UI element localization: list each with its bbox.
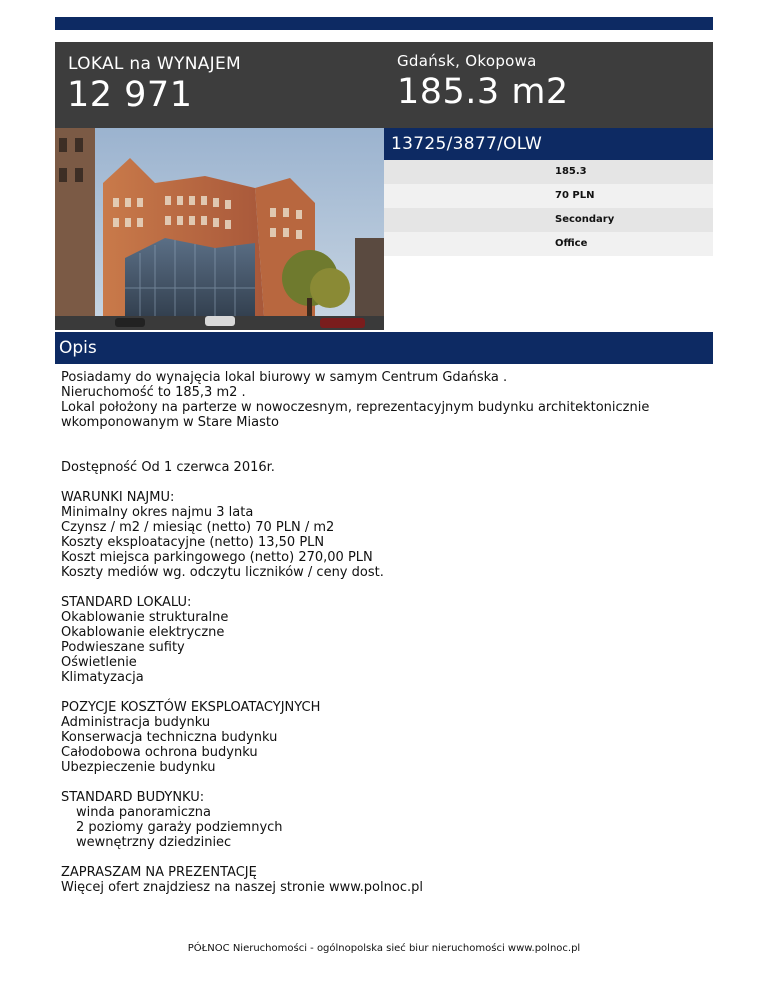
desc-line: Ubezpieczenie budynku — [61, 760, 216, 775]
desc-line: Oświetlenie — [61, 655, 137, 670]
page-footer: PÓŁNOC Nieruchomości - ogólnopolska sieć biur nieruchomości www.polnoc.pl — [187, 943, 581, 954]
desc-line: Więcej ofert znajdziesz na naszej stronie www.polnoc.pl — [61, 880, 423, 895]
listing-header — [55, 42, 713, 128]
property-value: 185.3 — [555, 166, 587, 177]
description — [61, 370, 701, 895]
property-row-market — [384, 208, 713, 232]
property-value: Secondary — [555, 214, 615, 225]
desc-line: WARUNKI NAJMU: — [61, 490, 175, 505]
desc-line: Nieruchomość to 185,3 m2 . — [61, 385, 246, 400]
property-row-type — [384, 232, 713, 256]
listing-id-bar — [384, 128, 713, 160]
desc-line: Posiadamy do wynajęcia lokal biurowy w samym Centrum Gdańska . — [61, 370, 508, 385]
listing-type: LOKAL na WYNAJEM — [68, 54, 241, 74]
listing-location: Gdańsk, Okopowa — [397, 52, 537, 70]
desc-line: Administracja budynku — [61, 715, 211, 730]
listing-price: 12 971 — [67, 75, 193, 115]
property-row-price — [384, 184, 713, 208]
desc-line: Konserwacja techniczna budynku — [61, 730, 278, 745]
desc-line: Całodobowa ochrona budynku — [61, 745, 258, 760]
desc-line: wkomponowanym w Stare Miasto — [61, 415, 279, 430]
desc-line: Koszt miejsca parkingowego (netto) 270,00 PLN — [61, 550, 373, 565]
property-row-area — [384, 160, 713, 184]
desc-line: winda panoramiczna — [76, 805, 212, 820]
desc-line: Klimatyzacja — [61, 670, 144, 685]
property-value: 70 PLN — [555, 190, 595, 201]
desc-line: STANDARD BUDYNKU: — [61, 790, 205, 805]
desc-line: POZYCJE KOSZTÓW EKSPLOATACYJNYCH — [61, 700, 321, 715]
desc-line: Okablowanie elektryczne — [61, 625, 225, 640]
desc-line: Koszty mediów wg. odczytu liczników / ceny dost. — [61, 565, 384, 580]
desc-line: Okablowanie strukturalne — [61, 610, 229, 625]
desc-line: Koszty eksploatacyjne (netto) 13,50 PLN — [61, 535, 325, 550]
desc-line: Podwieszane sufity — [61, 640, 185, 655]
desc-line: STANDARD LOKALU: — [61, 595, 192, 610]
desc-line: Czynsz / m2 / miesiąc (netto) 70 PLN / m2 — [61, 520, 335, 535]
desc-line: 2 poziomy garaży podziemnych — [76, 820, 283, 835]
section-header-opis — [55, 332, 713, 364]
desc-line: Lokal położony na parterze w nowoczesnym, reprezentacyjnym budynku architektonicznie — [61, 400, 650, 415]
availability: Dostępność Od 1 czerwca 2016r. — [61, 460, 275, 475]
top-accent-bar — [55, 17, 713, 30]
section-title: Opis — [59, 338, 97, 358]
desc-line: ZAPRASZAM NA PREZENTACJĘ — [61, 865, 257, 880]
desc-line: Minimalny okres najmu 3 lata — [61, 505, 254, 520]
property-value: Office — [555, 238, 588, 249]
listing-area: 185.3 m2 — [397, 72, 569, 112]
desc-line: wewnętrzny dziedziniec — [76, 835, 232, 850]
listing-id: 13725/3877/OLW — [391, 134, 543, 154]
property-photo — [55, 128, 384, 330]
